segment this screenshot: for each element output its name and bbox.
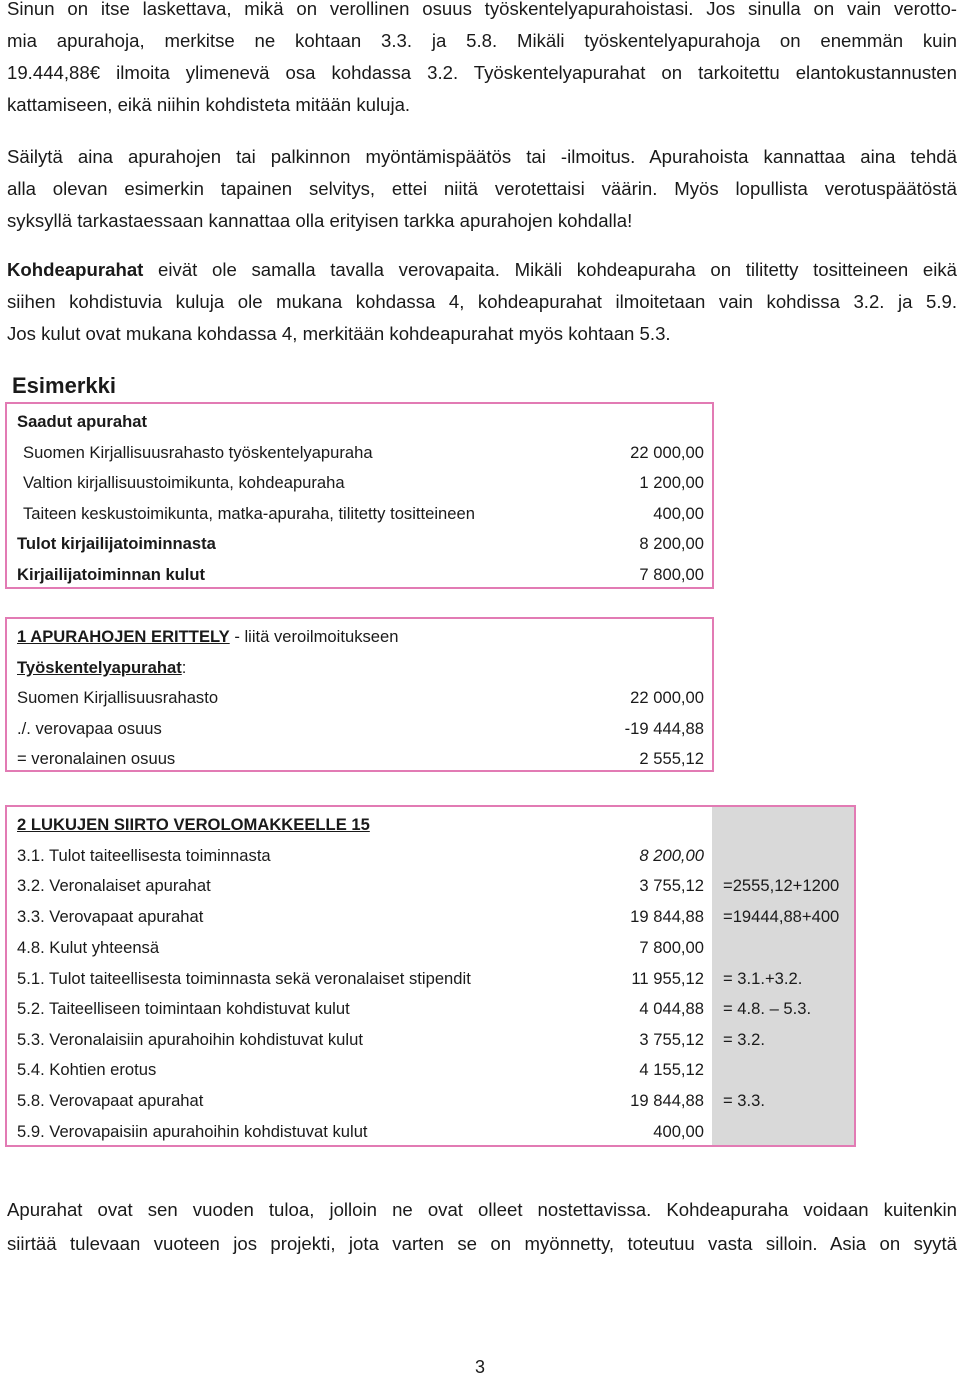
table-row <box>7 499 712 529</box>
breakdown-subtitle-row <box>7 653 712 683</box>
table-row <box>7 994 854 1024</box>
form-item-value: 7 800,00 <box>639 938 704 957</box>
breakdown-label: ./. verovapaa osuus <box>17 719 162 738</box>
target-grant-line <box>7 254 957 286</box>
form-item-label: 5.9. Verovapaisiin apurahoihin kohdistuvat kulut <box>17 1122 368 1141</box>
income-label: Tulot kirjailijatoiminnasta <box>17 534 216 553</box>
target-grant-term: Kohdeapurahat <box>7 259 144 280</box>
table-row <box>7 964 854 994</box>
table-row <box>7 933 854 963</box>
breakdown-title-main: 1 APURAHOJEN ERITTELY <box>17 627 230 646</box>
form-item-value: 8 200,00 <box>639 846 704 865</box>
outro-line: siirtää tulevaan vuoteen jos projekti, jota varten se on myönnetty, toteutuu vasta silloin. Asia on syytä <box>7 1233 957 1254</box>
transfer-title-row <box>7 810 854 840</box>
form-item-value: 3 755,12 <box>639 876 704 895</box>
grant-breakdown-box <box>5 617 714 772</box>
received-grants-box <box>5 402 714 589</box>
form-item-value: 19 844,88 <box>630 1091 704 1110</box>
table-row <box>7 468 712 498</box>
example-heading: Esimerkki <box>12 373 116 398</box>
breakdown-title-rest: - liitä veroilmoitukseen <box>229 627 399 646</box>
transfer-title: 2 LUKUJEN SIIRTO VEROLOMAKKEELLE 15 <box>17 815 370 834</box>
form-item-value: 400,00 <box>653 1122 704 1141</box>
breakdown-label: Suomen Kirjallisuusrahasto <box>17 688 219 707</box>
form-item-label: 4.8. Kulut yhteensä <box>17 938 160 957</box>
grant-value: 1 200,00 <box>639 473 704 492</box>
table-row <box>7 714 712 744</box>
form-item-label: 5.1. Tulot taiteellisesta toiminnasta sekä veronalaiset stipendit <box>17 969 471 988</box>
table-row <box>7 841 854 871</box>
form-item-value: 11 955,12 <box>631 969 704 988</box>
breakdown-title <box>17 622 398 652</box>
breakdown-subtitle <box>17 653 186 683</box>
form-item-value: 19 844,88 <box>630 907 704 926</box>
intro-line: mia apurahoja, merkitse ne kohtaan 3.3. ja 5.8. Mikäli työskentelyapurahoja on enemmän kuin <box>7 30 957 51</box>
grant-label: Suomen Kirjallisuusrahasto työskentelyapuraha <box>23 443 373 462</box>
breakdown-value: 2 555,12 <box>639 749 704 768</box>
form-item-value: 4 155,12 <box>639 1060 704 1079</box>
form-item-value: 3 755,12 <box>639 1030 704 1049</box>
outro-paragraph <box>7 1193 957 1261</box>
grant-label: Valtion kirjallisuustoimikunta, kohdeapuraha <box>23 473 345 492</box>
breakdown-label: = veronalainen osuus <box>17 749 176 768</box>
intro-line: kattamiseen, eikä niihin kohdisteta mitään kuluja. <box>7 94 411 115</box>
grant-value: 400,00 <box>653 504 704 523</box>
form-item-formula: = 4.8. – 5.3. <box>723 999 812 1018</box>
received-grants-title: Saadut apurahat <box>17 412 148 431</box>
retention-line: syksyllä tarkastaessaan kannattaa olla erityisen tarkka apurahojen kohdalla! <box>7 210 633 231</box>
income-row <box>7 529 712 559</box>
breakdown-value: 22 000,00 <box>630 688 704 707</box>
retention-line: alla olevan esimerkin tapainen selvitys, ettei niitä verotettaisi väärin. Myös lopullista verotuspäätöstä <box>7 178 957 199</box>
page-number: 3 <box>474 1357 485 1377</box>
grant-label: Taiteen keskustoimikunta, matka-apuraha, tilitetty tositteineen <box>23 504 475 523</box>
table-row <box>7 871 854 901</box>
target-grant-paragraph <box>7 254 957 350</box>
costs-row <box>7 560 712 590</box>
form-item-label: 3.1. Tulot taiteellisesta toiminnasta <box>17 846 271 865</box>
form-item-formula: = 3.3. <box>723 1091 765 1110</box>
form-item-label: 5.8. Verovapaat apurahat <box>17 1091 204 1110</box>
target-grant-line: siihen kohdistuvia kuluja ole mukana kohdassa 4, kohdeapurahat ilmoitetaan vain kohdissa 3.2. ja 5.9. <box>7 291 957 312</box>
costs-value: 7 800,00 <box>639 565 704 584</box>
target-grant-line: Jos kulut ovat mukana kohdassa 4, merkitään kohdeapurahat myös kohtaan 5.3. <box>7 323 671 344</box>
income-value: 8 200,00 <box>639 534 704 553</box>
form-item-label: 5.4. Kohtien erotus <box>17 1060 157 1079</box>
form-item-formula: =2555,12+1200 <box>723 876 840 895</box>
table-row <box>7 1117 854 1147</box>
form-item-label: 5.3. Veronalaisiin apurahoihin kohdistuvat kulut <box>17 1030 363 1049</box>
retention-line: Säilytä aina apurahojen tai palkinnon myöntämispäätös tai -ilmoitus. Apurahoista kannattaa aina tehdä <box>7 146 957 167</box>
breakdown-value: -19 444,88 <box>624 719 704 738</box>
table-row <box>7 902 854 932</box>
breakdown-subtitle-rest: : <box>181 658 187 677</box>
retention-paragraph <box>7 141 957 237</box>
intro-paragraph <box>7 0 957 121</box>
outro-line: Apurahat ovat sen vuoden tuloa, jolloin ne ovat olleet nostettavissa. Kohdeapuraha voidaan kuitenkin <box>7 1199 957 1220</box>
breakdown-title-row <box>7 622 712 652</box>
target-grant-line-rest: eivät ole samalla tavalla verovapaita. Mikäli kohdeapuraha on tilitetty tositteineen eikä <box>143 259 957 280</box>
table-row <box>7 744 712 774</box>
intro-line: 19.444,88€ ilmoita ylimenevä osa kohdassa 3.2. Työskentelyapurahat on tarkoitettu elantokustannusten <box>7 62 957 83</box>
table-row <box>7 683 712 713</box>
received-grants-title-row <box>7 407 712 437</box>
form-item-label: 3.3. Verovapaat apurahat <box>17 907 204 926</box>
form-item-formula: = 3.1.+3.2. <box>723 969 803 988</box>
table-row <box>7 1055 854 1085</box>
breakdown-subtitle-main: Työskentelyapurahat <box>17 658 182 677</box>
intro-line: Sinun on itse laskettava, mikä on verollinen osuus työskentelyapurahoistasi. Jos sinulla on vain verotto- <box>7 0 957 19</box>
costs-label: Kirjailijatoiminnan kulut <box>17 565 206 584</box>
table-row <box>7 1086 854 1116</box>
grant-value: 22 000,00 <box>630 443 704 462</box>
table-row <box>7 438 712 468</box>
table-row <box>7 1025 854 1055</box>
form-item-formula: =19444,88+400 <box>723 907 840 926</box>
tax-form-transfer-box <box>5 805 856 1147</box>
form-item-label: 5.2. Taiteelliseen toimintaan kohdistuvat kulut <box>17 999 350 1018</box>
form-item-formula: = 3.2. <box>723 1030 765 1049</box>
form-item-value: 4 044,88 <box>639 999 704 1018</box>
form-item-label: 3.2. Veronalaiset apurahat <box>17 876 211 895</box>
